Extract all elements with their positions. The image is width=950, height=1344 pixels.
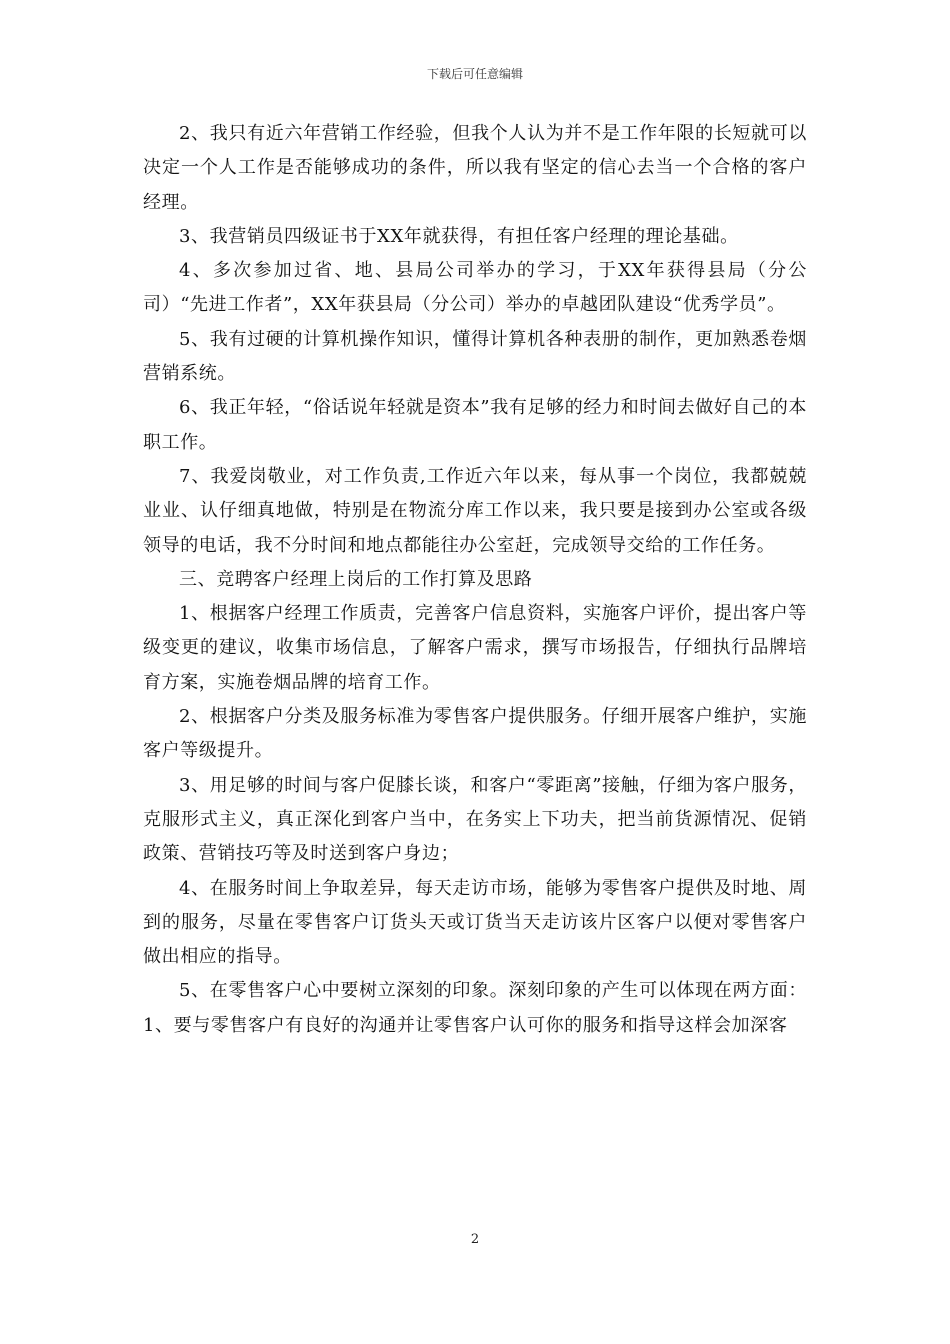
paragraph-certificate: 3、我营销员四级证书于XX年就获得，有担任客户经理的理论基础。 xyxy=(179,225,739,247)
paragraph-plan-3: 3、用足够的时间与客户促膝长谈，和客户“零距离”接触，仔细为客户服务，克服形式主义，真正深化到客户当中，在务实上下功夫，把当前货源情况、促销政策、营销技巧等及时送到客户身边； xyxy=(143,774,807,865)
page-number: 2 xyxy=(470,1232,480,1247)
paragraph-youth: 6、我正年轻，“俗话说年轻就是资本”我有足够的经力和时间去做好自己的本职工作。 xyxy=(143,397,807,453)
section-heading-plan: 三、竞聘客户经理上岗后的工作打算及思路 xyxy=(179,568,533,590)
page-header: 下载后可任意编辑 xyxy=(426,67,523,81)
paragraph-plan-5: 5、在零售客户心中要树立深刻的印象。深刻印象的产生可以体现在两方面：1、要与零售客户有良好的沟通并让零售客户认可你的服务和指导这样会加深客 xyxy=(143,980,807,1036)
paragraph-plan-1: 1、根据客户经理工作质责，完善客户信息资料，实施客户评价，提出客户等级变更的建议，收集市场信息，了解客户需求，撰写市场报告，仔细执行品牌培育方案，实施卷烟品牌的培育工作。 xyxy=(143,603,807,693)
paragraph-computer-skills: 5、我有过硬的计算机操作知识，懂得计算机各种表册的制作，更加熟悉卷烟营销系统。 xyxy=(143,328,807,385)
paragraph-plan-4: 4、在服务时间上争取差异，每天走访市场，能够为零售客户提供及时地、周到的服务，尽量在零售客户订货头天或订货当天走访该片区客户以便对零售客户做出相应的指导。 xyxy=(143,877,807,968)
paragraph-experience: 2、我只有近六年营销工作经验，但我个人认为并不是工作年限的长短就可以决定一个人工作是否能够成功的条件，所以我有坚定的信心去当一个合格的客户经理。 xyxy=(143,123,807,213)
document-body xyxy=(143,117,807,1043)
paragraph-dedication: 7、我爱岗敬业，对工作负责,工作近六年以来，每从事一个岗位，我都兢兢业业、认仔细真地做，特别是在物流分库工作以来，我只要是接到办公室或各级领导的电话，我不分时间和地点都能往办公室赶，完成领导交给的工作任务。 xyxy=(143,465,807,556)
paragraph-training-awards: 4、多次参加过省、地、县局公司举办的学习，于XX年获得县局（分公司）“先进工作者”，XX年获县局（分公司）举办的卓越团队建设“优秀学员”。 xyxy=(143,260,807,316)
paragraph-plan-2: 2、根据客户分类及服务标准为零售客户提供服务。仔细开展客户维护，实施客户等级提升。 xyxy=(143,706,807,762)
